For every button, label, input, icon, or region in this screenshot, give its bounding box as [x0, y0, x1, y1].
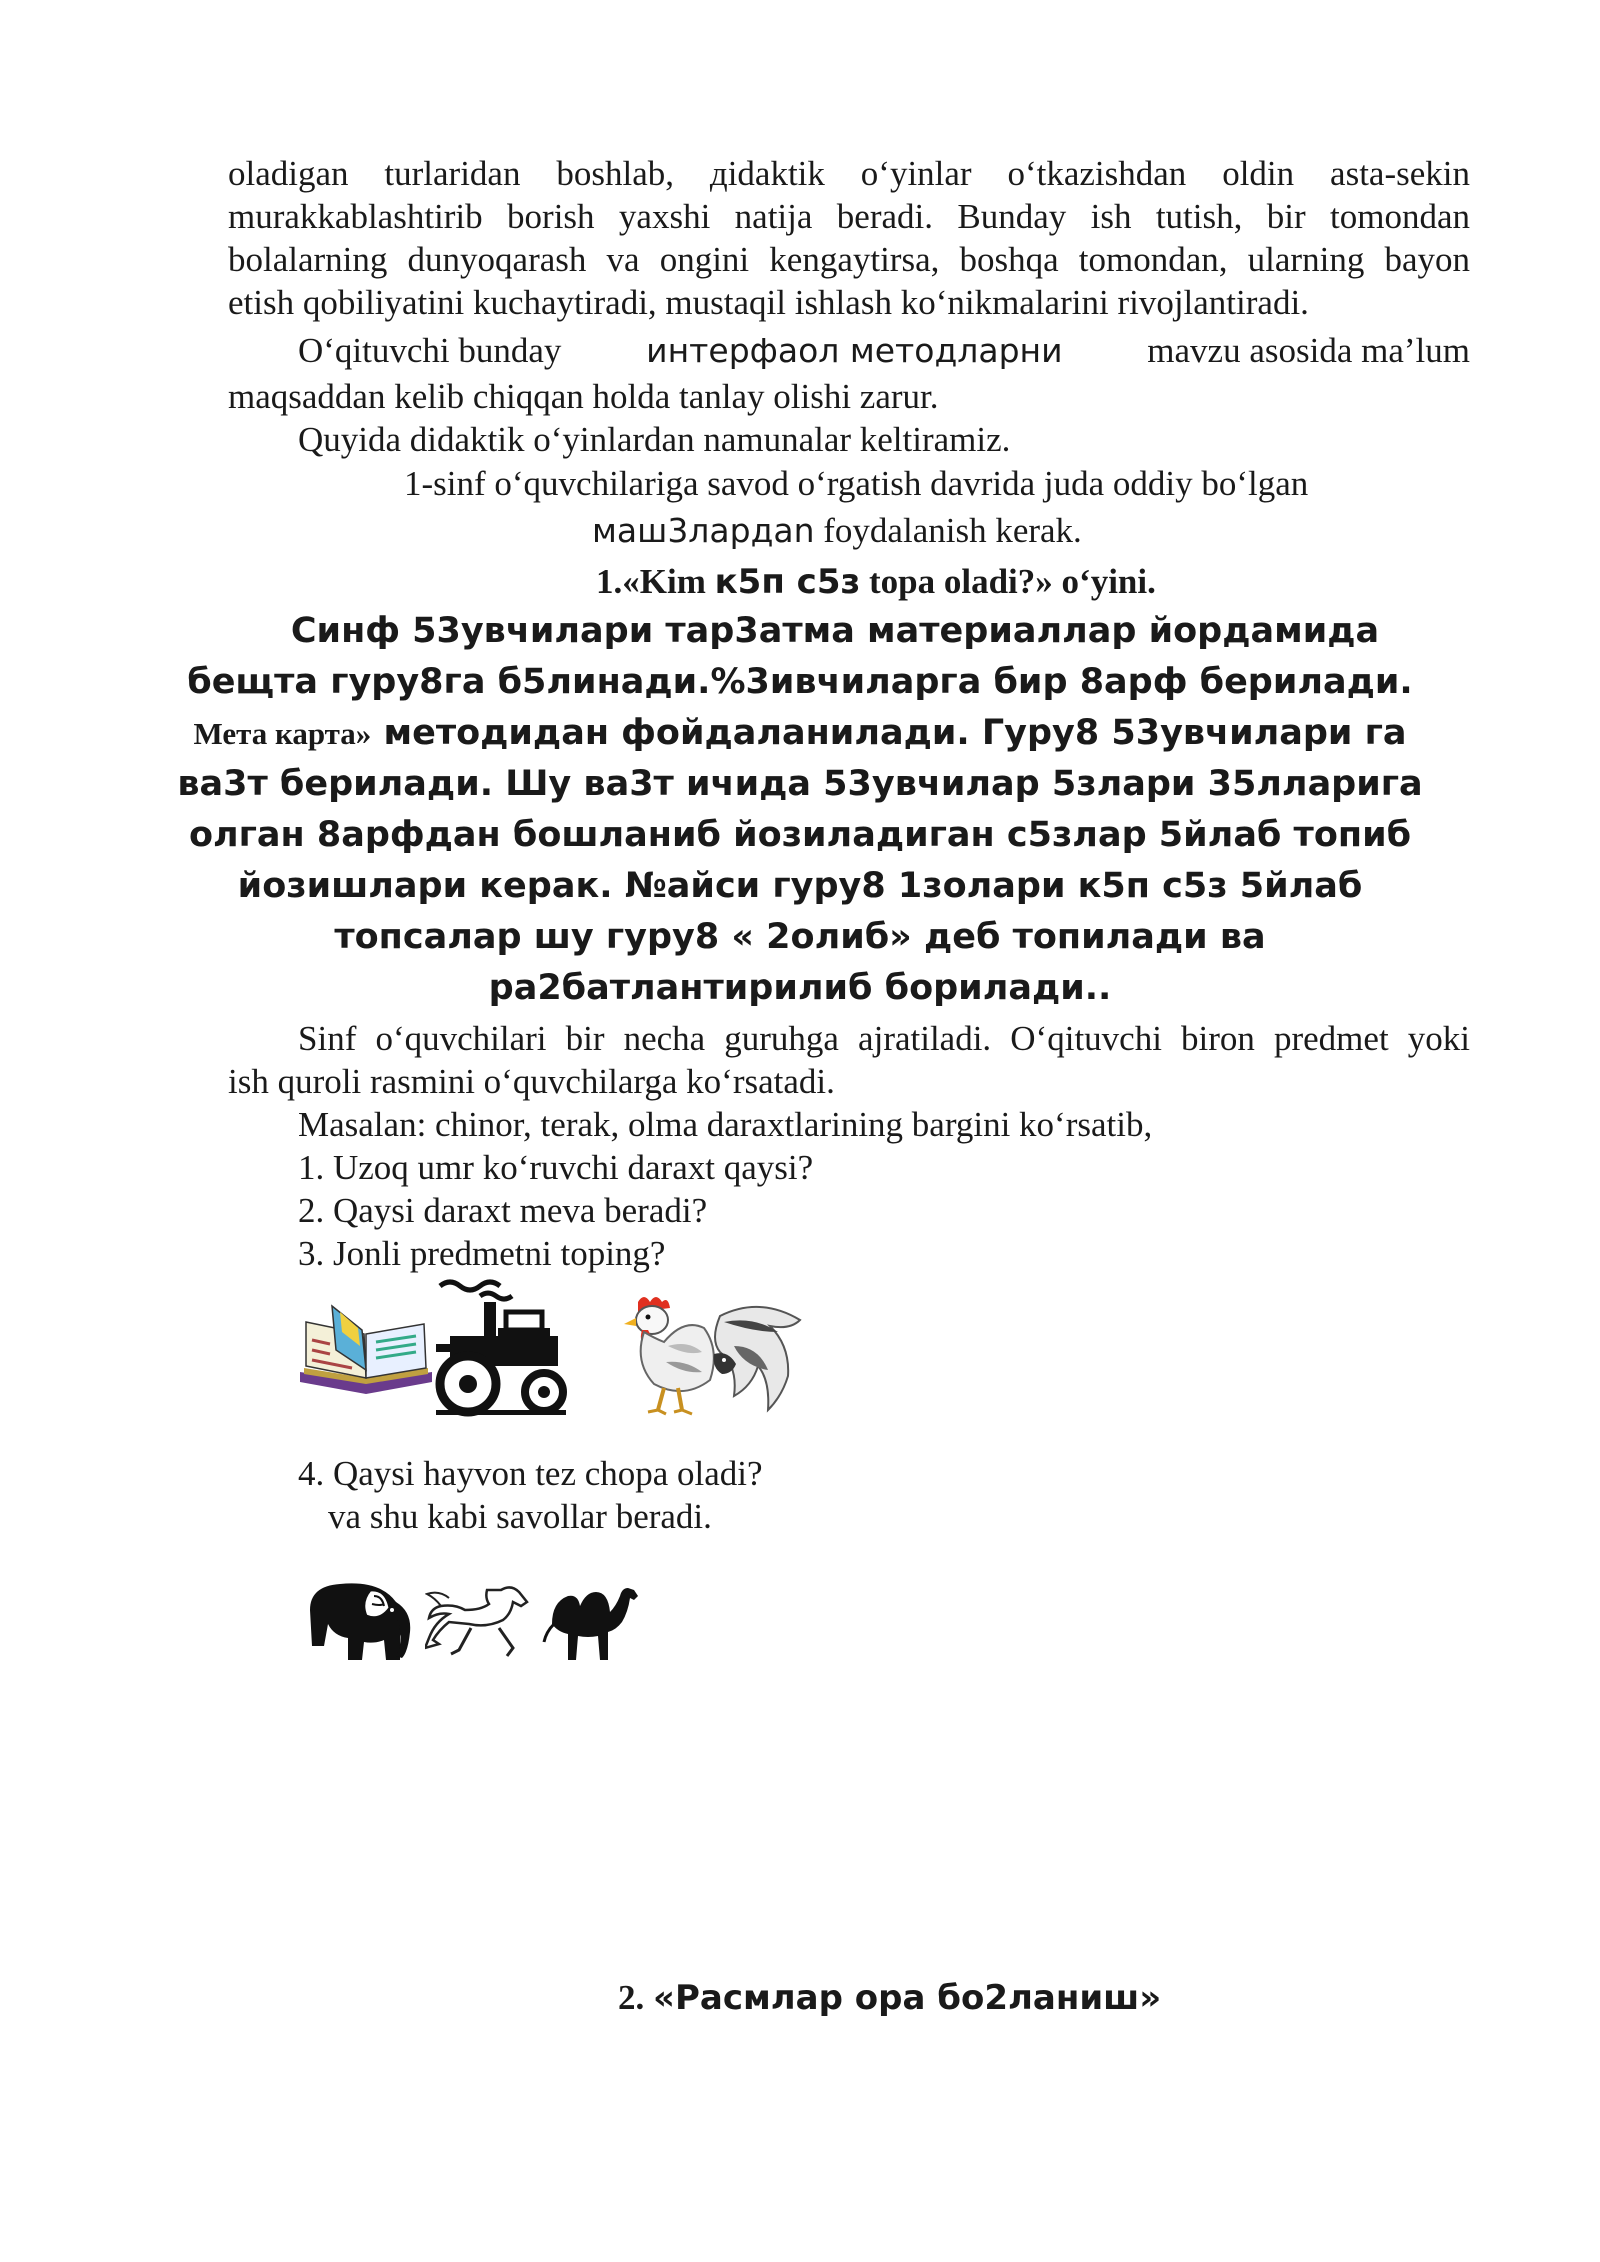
paragraph-line — [592, 509, 1082, 552]
text-span: 1.«Kim — [596, 562, 715, 601]
body-line: ра2батлантирилиб борилади.. — [488, 968, 1112, 1008]
body-line: Синф 53увчилари тар3атма материаллар йордамида — [290, 611, 1380, 651]
paragraph-line: ish quroli rasmini o‘quvchilarga ko‘rsatadi. — [228, 1062, 835, 1101]
parrot-icon — [700, 1296, 810, 1414]
text-span: topa oladi?» o‘yini. — [860, 562, 1156, 601]
text-span: «Расмлар ора бо2ланиш» — [653, 1978, 1162, 2018]
paragraph-line: murakkablashtirib borish yaxshi natija beradi. Bunday ish tutish, bir tomondan — [228, 197, 1470, 236]
section-title — [618, 1976, 1161, 2020]
elephant-icon — [300, 1580, 415, 1662]
text-span: O‘qituvchi bunday — [298, 331, 562, 370]
text-span: mavzu asosida ma’lum — [1147, 331, 1470, 370]
text-span: Мета карта» — [193, 716, 372, 751]
book-icon — [296, 1300, 436, 1405]
question-line: va shu kabi savollar beradi. — [328, 1497, 712, 1536]
text-span: методидан фойдаланилади. Гуру8 53увчилари га — [371, 713, 1407, 753]
question-line: 1. Uzoq umr ko‘ruvchi daraxt qaysi? — [298, 1148, 814, 1187]
question-line: 4. Qaysi hayvon tez chopa oladi? — [298, 1454, 763, 1493]
body-line: ва3т берилади. Шу ва3т ичида 53увчилар 5злари 35лларига — [177, 764, 1423, 804]
question-line: 2. Qaysi daraxt meva beradi? — [298, 1191, 708, 1230]
text-span: к5п с5з — [714, 562, 861, 602]
section-title — [596, 560, 1156, 604]
horse-icon — [425, 1580, 530, 1662]
text-span: маш3лардan — [592, 511, 815, 550]
paragraph-line: Masalan: chinor, terak, olma daraxtlarining bargini ko‘rsatib, — [298, 1105, 1153, 1144]
tractor-icon — [430, 1272, 570, 1422]
body-line — [0, 708, 1600, 759]
text-span: foydalanish kerak. — [814, 511, 1082, 550]
paragraph-line: 1-sinf o‘quvchilariga savod o‘rgatish davrida juda oddiy bo‘lgan — [404, 464, 1309, 503]
camel-icon — [540, 1580, 640, 1662]
paragraph-line: Sinf o‘quvchilari bir necha guruhga ajratiladi. O‘qituvchi biron predmet yoki — [298, 1019, 1470, 1058]
paragraph-line: Quyida didaktik o‘yinlardan namunalar keltiramiz. — [298, 420, 1011, 459]
body-line: олган 8арфдан бошланиб йозиладиган с5злар 5йлаб топиб — [188, 815, 1412, 855]
text-span: 2. — [618, 1978, 653, 2017]
body-line: йозишлари керак. №айси гуру8 1золари к5п с5з 5йлаб — [237, 866, 1363, 906]
question-line: 3. Jonli predmetni toping? — [298, 1234, 666, 1273]
text-span: интерфаол методларни — [646, 331, 1063, 370]
paragraph-line: maqsaddan kelib chiqqan holda tanlay olishi zarur. — [228, 377, 939, 416]
paragraph-line: etish qobiliyatini kuchaytiradi, mustaqil ishlash ko‘nikmalarini rivojlantiradi. — [228, 283, 1309, 322]
body-line: топсалар шу гуру8 « 2олиб» деб топилади ва — [334, 917, 1266, 957]
body-line: бещта гуру8га б5линади.%3ивчиларга бир 8арф берилади. — [187, 662, 1413, 702]
paragraph-line — [298, 329, 1470, 372]
paragraph-line: oladigan turlaridan boshlab, дidaktik o‘yinlar o‘tkazishdan oldin asta-sekin — [228, 154, 1470, 193]
paragraph-line: bolalarning dunyoqarash va ongini kengaytirsa, boshqa tomondan, ularning bayon — [228, 240, 1470, 279]
